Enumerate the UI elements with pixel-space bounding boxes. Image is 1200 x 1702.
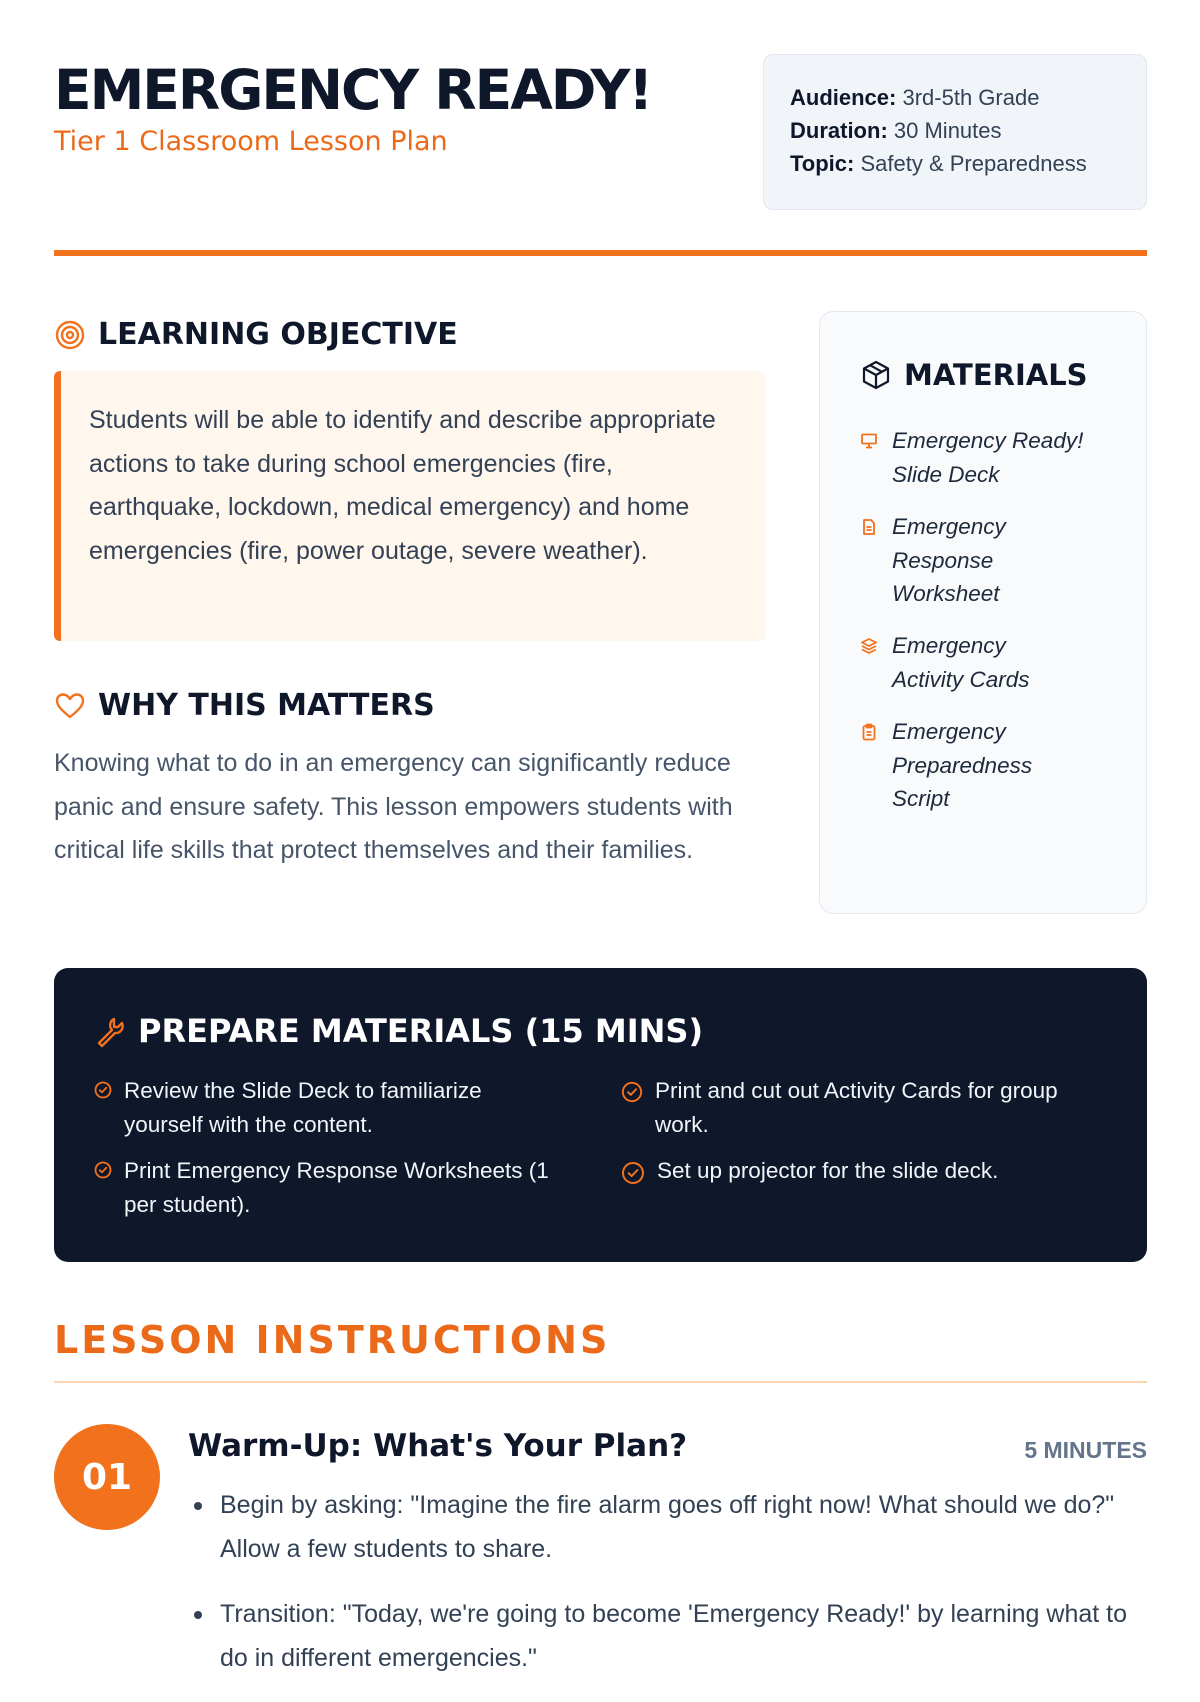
file-icon xyxy=(860,518,878,536)
meta-topic: Topic: Safety & Preparedness xyxy=(790,151,1087,176)
why-heading: WHY THIS MATTERS xyxy=(54,688,435,723)
header-divider xyxy=(54,250,1147,256)
material-item-script: Emergency Preparedness Script xyxy=(860,715,1060,816)
package-icon xyxy=(860,359,892,391)
prepare-heading: PREPARE MATERIALS (15 MINS) xyxy=(94,1012,703,1050)
step-bullet: Transition: "Today, we're going to become 'Emergency Ready!' by learning what to do in different emergencies." xyxy=(188,1593,1147,1680)
material-item-activity-cards: Emergency Activity Cards xyxy=(860,629,1080,696)
step-bullet-list xyxy=(188,1484,1147,1702)
prepare-item: Set up projector for the slide deck. xyxy=(621,1154,1101,1188)
why-text: Knowing what to do in an emergency can significantly reduce panic and ensure safety. This lesson empowers students with critical life skills that protect themselves and their families. xyxy=(54,749,733,864)
step-bullet: Begin by asking: "Imagine the fire alarm goes off right now! What should we do?" Allow a few students to share. xyxy=(188,1484,1147,1571)
materials-heading: MATERIALS xyxy=(860,358,1088,392)
check-circle-icon xyxy=(94,1081,112,1099)
wrench-icon xyxy=(94,1015,126,1047)
prepare-item: Review the Slide Deck to familiarize yourself with the content. xyxy=(94,1074,554,1141)
meta-duration: Duration: 30 Minutes xyxy=(790,118,1002,143)
presentation-icon xyxy=(860,432,878,450)
step-duration: 5 MINUTES xyxy=(1024,1437,1147,1463)
heart-icon xyxy=(54,690,86,722)
lesson-instructions-heading: LESSON INSTRUCTIONS xyxy=(54,1318,611,1362)
lesson-meta-box xyxy=(763,54,1147,210)
lesson-divider xyxy=(54,1381,1147,1383)
target-icon xyxy=(54,319,86,351)
materials-card xyxy=(819,311,1147,914)
step-number-badge: 01 xyxy=(54,1424,160,1530)
step-title: Warm-Up: What's Your Plan? xyxy=(188,1428,688,1464)
objective-text: Students will be able to identify and describe appropriate actions to take during school emergencies (fire, earthquake, lockdown, medical emergency) and home emergencies (fire, power outage, severe weather). xyxy=(54,371,765,641)
prepare-item: Print and cut out Activity Cards for group work. xyxy=(621,1074,1081,1141)
check-circle-icon xyxy=(621,1161,645,1185)
check-circle-icon xyxy=(94,1161,112,1179)
material-item-worksheet: Emergency Response Worksheet xyxy=(860,510,1020,611)
objective-heading: LEARNING OBJECTIVE xyxy=(54,317,458,352)
layers-icon xyxy=(860,637,878,655)
clipboard-icon xyxy=(860,723,878,741)
material-item-slide-deck: Emergency Ready! Slide Deck xyxy=(860,424,1110,491)
page-title: EMERGENCY READY! xyxy=(54,58,652,122)
prepare-item: Print Emergency Response Worksheets (1 per student). xyxy=(94,1154,564,1221)
prepare-materials-panel xyxy=(54,968,1147,1262)
page-subtitle: Tier 1 Classroom Lesson Plan xyxy=(54,126,448,157)
meta-audience: Audience: 3rd-5th Grade xyxy=(790,85,1040,110)
check-circle-icon xyxy=(621,1081,643,1103)
lesson-plan-page xyxy=(54,0,1147,1672)
